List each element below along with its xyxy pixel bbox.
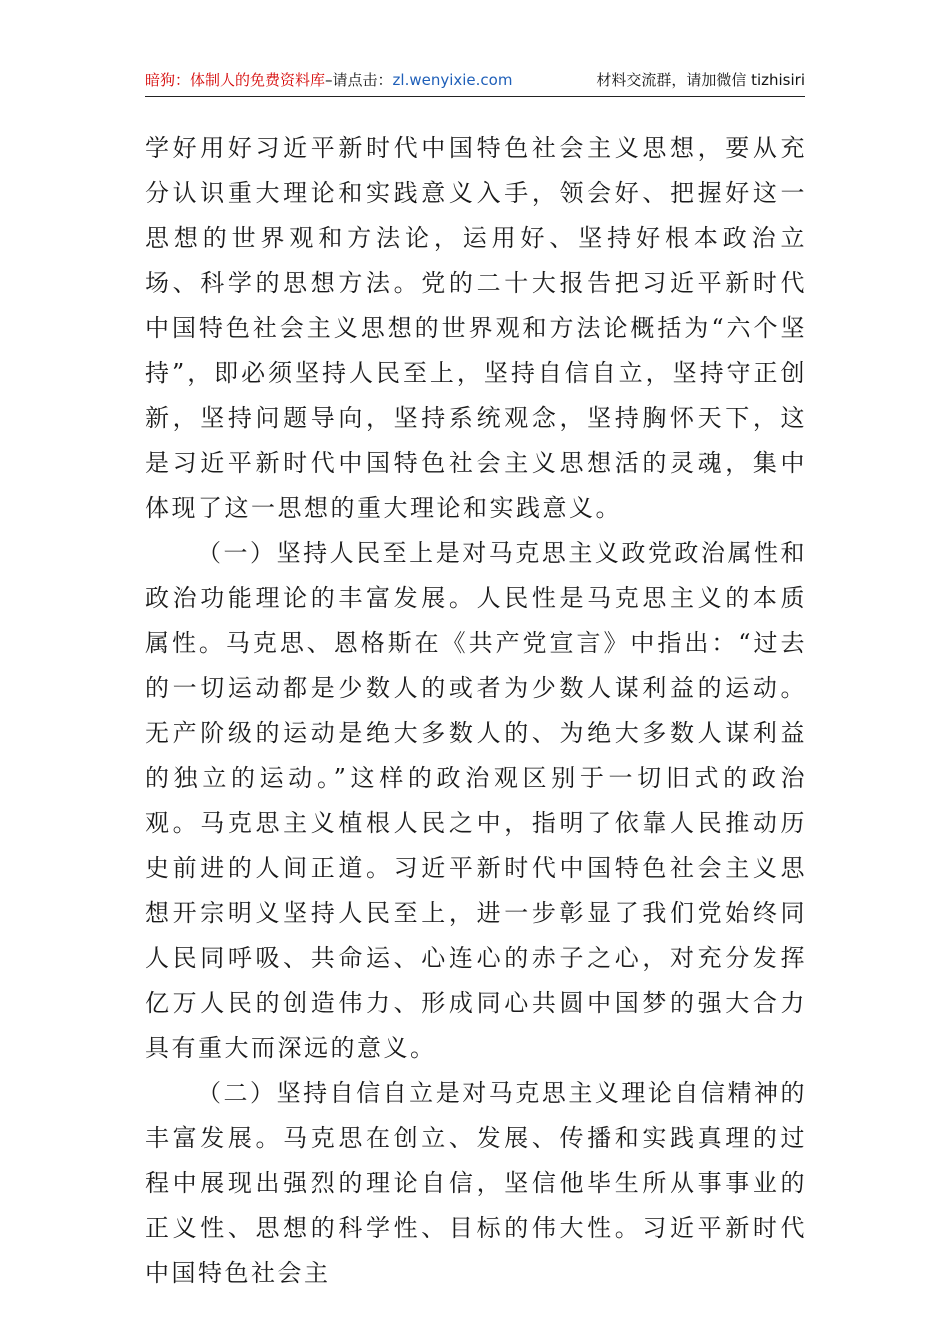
page-header (145, 66, 805, 97)
header-wechat-note: 材料交流群，请加微信 tizhisiri (596, 71, 805, 89)
header-brand: 暗狗：体制人的免费资料库 (145, 71, 326, 89)
header-prompt: –请点击： (325, 71, 393, 89)
paragraph-intro: 学好用好习近平新时代中国特色社会主义思想，要从充分认识重大理论和实践意义入手，领会好、把握好这一思想的世界观和方法论，运用好、坚持好根本政治立场、科学的思想方法。党的二十大报告把习近平新时代中国特色社会主义思想的世界观和方法论概括为“六个坚持”，即必须坚持人民至上，坚持自信自立，坚持守正创新，坚持问题导向，坚持系统观念，坚持胸怀天下，这是习近平新时代中国特色社会主义思想活的灵魂，集中体现了这一思想的重大理论和实践意义。 (145, 134, 807, 522)
body-text (145, 126, 807, 1296)
paragraph-section-1: （一）坚持人民至上是对马克思主义政党政治属性和政治功能理论的丰富发展。人民性是马克思主义的本质属性。马克思、恩格斯在《共产党宣言》中指出：“过去的一切运动都是少数人的或者为少数人谋利益的运动。无产阶级的运动是绝大多数人的、为绝大多数人谋利益的独立的运动。”这样的政治观区别于一切旧式的政治观。马克思主义植根人民之中，指明了依靠人民推动历史前进的人间正道。习近平新时代中国特色社会主义思想开宗明义坚持人民至上，进一步彰显了我们党始终同人民同呼吸、共命运、心连心的赤子之心，对充分发挥亿万人民的创造伟力、形成同心共圆中国梦的强大合力具有重大而深远的意义。 (145, 539, 807, 1062)
paragraph-section-2: （二）坚持自信自立是对马克思主义理论自信精神的丰富发展。马克思在创立、发展、传播和实践真理的过程中展现出强烈的理论自信，坚信他毕生所从事事业的正义性、思想的科学性、目标的伟大性。习近平新时代中国特色社会主 (145, 1079, 807, 1287)
header-url-link[interactable]: zl.wenyixie.com (392, 71, 513, 89)
